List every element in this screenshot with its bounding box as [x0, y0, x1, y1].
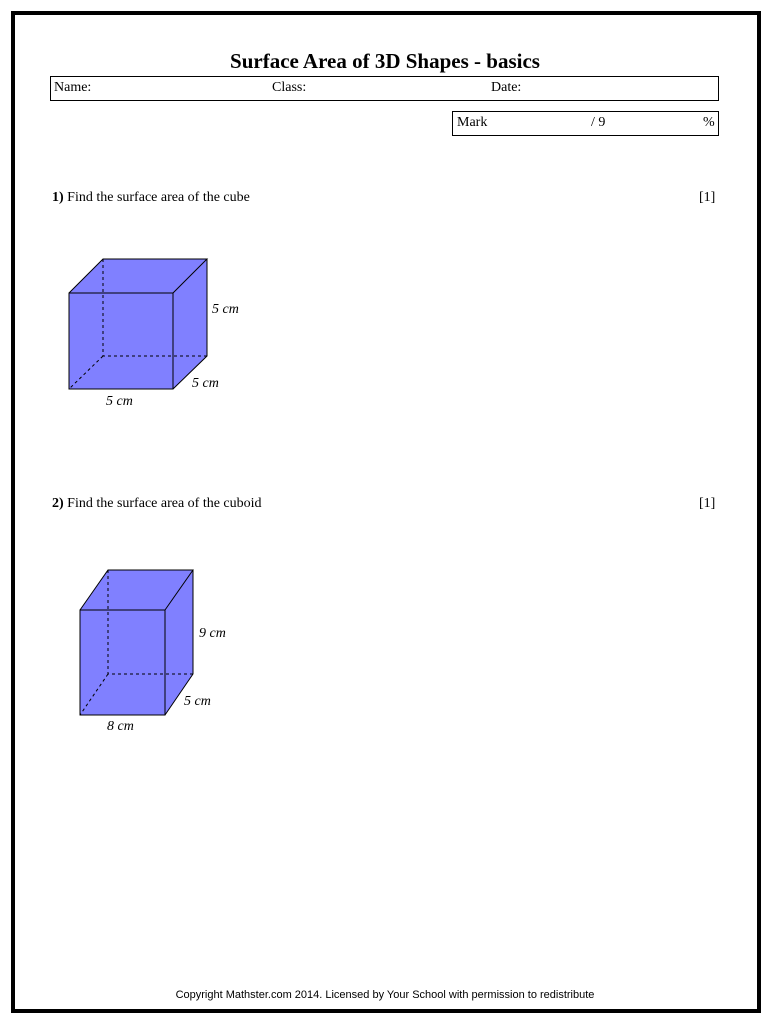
copyright-footer: Copyright Mathster.com 2014. Licensed by Your School with permission to redistribute	[175, 989, 595, 1001]
name-label: Name:	[54, 80, 92, 95]
page-title: Surface Area of 3D Shapes - basics	[230, 49, 540, 73]
mark-total: / 9	[591, 115, 606, 130]
question-1-number: 1)	[52, 190, 64, 205]
percent-label: %	[703, 115, 715, 130]
mark-label: Mark	[457, 115, 488, 130]
cube-height-label: 5 cm	[212, 302, 239, 317]
cuboid-height-label: 9 cm	[199, 626, 226, 641]
cuboid-width-label: 8 cm	[107, 719, 134, 734]
date-label: Date:	[491, 80, 522, 95]
question-1-text: Find the surface area of the cube	[67, 190, 250, 205]
cuboid-depth-label: 5 cm	[184, 694, 211, 709]
question-2-number: 2)	[52, 496, 64, 511]
question-2-text: Find the surface area of the cuboid	[67, 496, 262, 511]
question-2-marks: [1]	[699, 496, 716, 511]
cube-width-label: 5 cm	[106, 394, 133, 409]
cube-depth-label: 5 cm	[192, 376, 219, 391]
class-label: Class:	[272, 80, 307, 95]
question-1-marks: [1]	[699, 190, 716, 205]
